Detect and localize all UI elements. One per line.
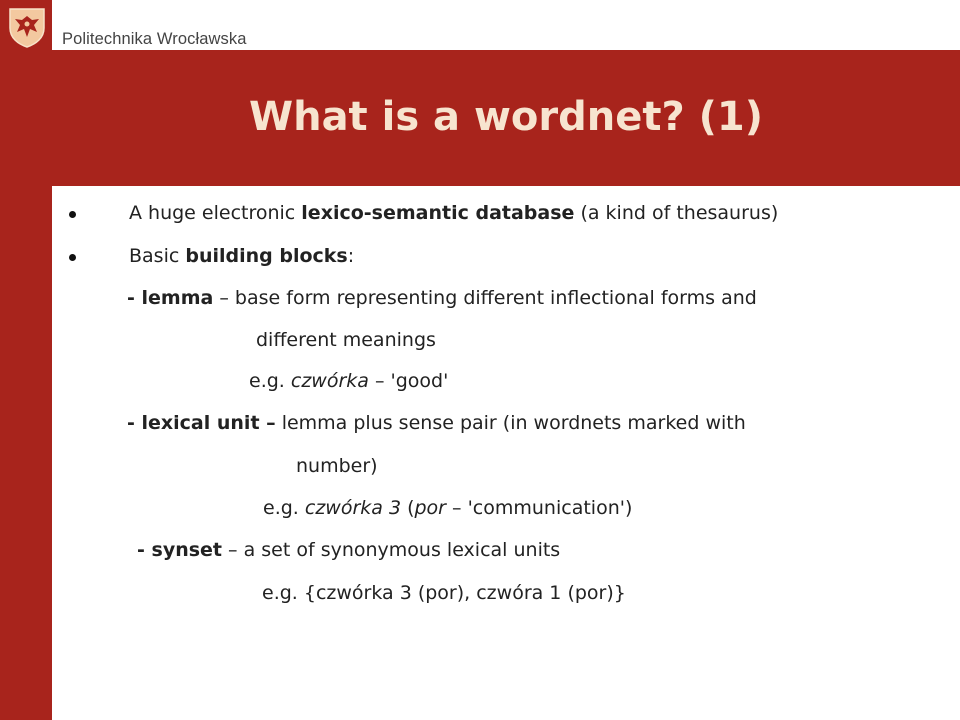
lexical-unit-term: - lexical unit – <box>127 412 276 434</box>
lemma-term: lemma <box>141 287 214 309</box>
text: e.g. <box>249 370 291 392</box>
lexical-unit-definition <box>127 412 746 434</box>
synset-example: e.g. {czwórka 3 (por), czwóra 1 (por)} <box>262 582 626 604</box>
text: – 'good' <box>368 370 449 392</box>
bold-term: lexico-semantic database <box>301 202 575 224</box>
bullet-database <box>129 202 778 224</box>
synset-term: synset <box>151 539 223 561</box>
text: ( <box>401 497 415 519</box>
lexical-unit-example <box>263 497 632 519</box>
left-brand-bar <box>0 0 52 720</box>
text: lemma plus sense pair (in wordnets marked with <box>275 412 746 434</box>
text: (a kind of thesaurus) <box>574 202 779 224</box>
text: Basic <box>129 245 186 267</box>
text: e.g. <box>263 497 305 519</box>
bold-term: building blocks <box>185 245 348 267</box>
text: A huge electronic <box>129 202 302 224</box>
lemma-definition <box>127 287 757 309</box>
university-logo-icon <box>6 6 48 48</box>
title-banner <box>52 50 960 186</box>
text: – base form representing different inflectional forms and <box>213 287 757 309</box>
dash: - <box>137 539 152 561</box>
text: : <box>347 245 355 267</box>
text: – 'communication') <box>446 497 633 519</box>
bullet-dot <box>69 254 76 261</box>
bullet-building-blocks <box>129 245 354 267</box>
lemma-example <box>249 370 448 392</box>
dash: - <box>127 287 142 309</box>
example-word: czwórka 3 <box>304 497 402 519</box>
example-word: por <box>414 497 446 519</box>
text: – a set of synonymous lexical units <box>222 539 561 561</box>
bullet-dot <box>69 211 76 218</box>
organization-name: Politechnika Wrocławska <box>62 30 247 48</box>
slide-title: What is a wordnet? (1) <box>248 94 764 140</box>
lemma-definition-cont: different meanings <box>256 329 436 351</box>
lexical-unit-definition-cont: number) <box>296 455 378 477</box>
synset-definition <box>137 539 560 561</box>
example-word: czwórka <box>290 370 369 392</box>
